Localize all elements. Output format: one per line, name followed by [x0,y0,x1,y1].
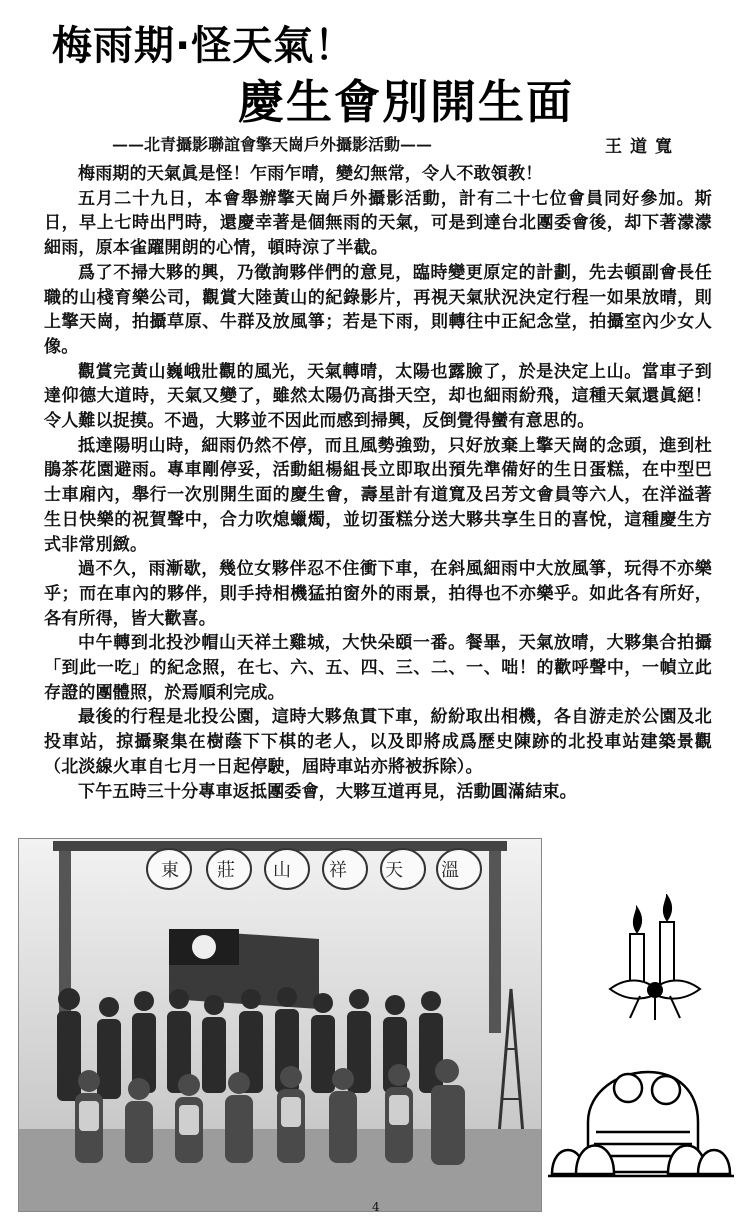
paragraph: 最後的行程是北投公園，這時大夥魚貫下車，紛紛取出相機，各自游走於公園及北投車站，掠攝聚集在樹蔭下下棋的老人，以及即將成爲歷史陳跡的北投車站建築景觀（北淡線火車自七月一日起停駛，屆時車站亦將被拆除）。 [44,707,712,777]
group-photo-illustration [19,839,541,1211]
candle-icon [600,894,710,1024]
page-number: 4 [372,1200,380,1214]
group-photo [18,838,542,1212]
article-body [44,162,712,804]
author-name: 王道寬 [605,137,680,157]
gate-banner-text: 東莊山祥天溫 [161,860,497,881]
headline-line-1: 梅雨期·怪天氣！ [52,23,356,69]
paragraph: 下午五時三十分專車返抵團委會，大夥互道再見，活動圓滿結束。 [78,781,577,802]
paragraph: 爲了不掃大夥的興，乃徵詢夥伴們的意見，臨時變更原定的計劃，先去頓副會長任職的山棧育樂公司，觀賞大陸黃山的紀錄影片，再視天氣狀況決定行程一如果放晴，則上擎天崗，拍攝草原、牛群及放風箏；若是下雨，則轉往中正紀念堂，拍攝室內少女人像。 [44,262,712,357]
headline-line-2: 慶生會別開生面 [238,75,574,129]
paragraph: 觀賞完黃山巍峨壯觀的風光，天氣轉晴，太陽也露臉了，於是決定上山。當車子到達仰德大道時，天氣又變了，雖然太陽仍高掛天空，却也細雨紛飛，這種天氣還眞絕！令人難以捉摸。不過，大夥並不因此而感到掃興，反倒覺得蠻有意思的。 [44,361,712,432]
paragraph: 五月二十九日，本會舉辦擎天崗戶外攝影活動，計有二十七位會員同好參加。斯日，早上七時出門時，還慶幸著是個無雨的天氣，可是到達台北團委會後，却下著濛濛細雨，原本雀躍開朗的心情，頓時涼了半截。 [44,188,712,259]
cottage-icon [548,1062,734,1180]
paragraph: 抵達陽明山時，細雨仍然不停，而且風勢強勁，只好放棄上擎天崗的念頭，進到杜鵑茶花園避雨。專車剛停妥，活動組楊組長立即取出預先準備好的生日蛋糕，在中型巴士車廂內，舉行一次別開生面的慶生會，壽星計有道寬及呂芳文會員等六人，在洋溢著生日快樂的祝賀聲中，合力吹熄蠟燭，並切蛋糕分送大夥共享生日的喜悅，這種慶生方式非常別緻。 [44,435,712,555]
paragraph: 梅雨期的天氣眞是怪！乍雨乍晴，變幻無常，令人不敢領教！ [78,164,543,184]
paragraph: 中午轉到北投沙帽山天祥土雞城，大快朵頤一番。餐畢，天氣放晴，大夥集合拍攝「到此一吃」的紀念照，在七、六、五、四、三、二、一、咄！的歡呼聲中，一幀立此存證的團體照，於焉順利完成。 [44,633,712,703]
paragraph: 過不久，雨漸歇，幾位女夥伴忍不住衝下車，在斜風細雨中大放風箏，玩得不亦樂乎；而在車內的夥伴，則手持相機猛拍窗外的雨景，拍得也不亦樂乎。如此各有所好，各有所得，皆大歡喜。 [44,559,712,629]
subtitle: ——北青攝影聯誼會擎天崗戶外攝影活動—— [112,135,433,154]
